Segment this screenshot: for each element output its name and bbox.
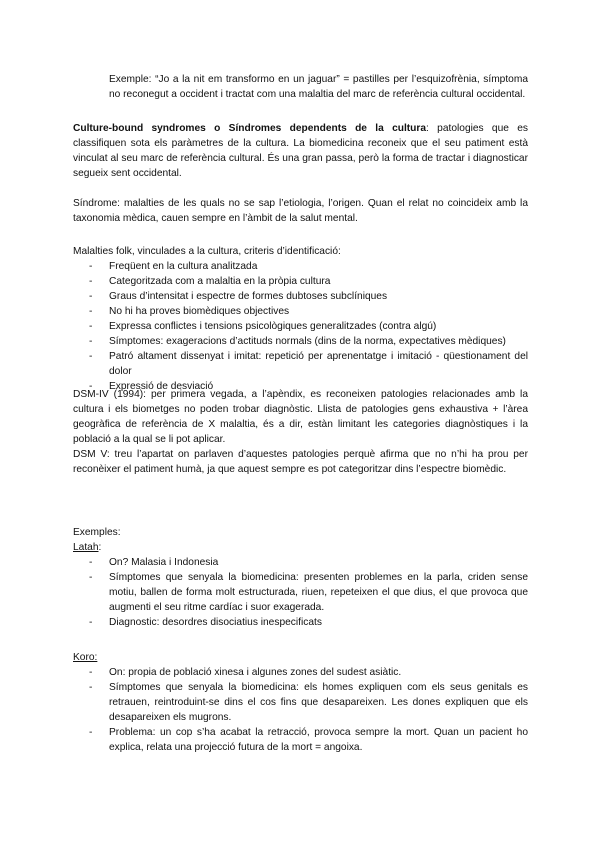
- list-item: - No hi ha proves biomèdiques objectives: [89, 306, 290, 317]
- dash-bullet: -: [89, 321, 93, 332]
- examples-section: Exemples: Latah: - On? Malasia i Indonesia - Símptomes que senyala la biomedicina: presenten problemes en la parla, criden sense motiu, ballen de forma molt estructurada, riuen, repeteixen el que dius, el que provoca que augmenti el seu ritme cardíac i suor exagerada. - Diagnostic: desordres disociatius inespecificats: [73, 527, 528, 628]
- dash-bullet: -: [89, 276, 93, 287]
- koro-list: [73, 665, 528, 755]
- list-item: - Expressa conflictes i tensions psicològiques generalitzades (contra algú): [89, 321, 437, 332]
- dsm-iv-text: DSM-IV (1994): per primera vegada, a l’apèndix, es reconeixen patologies relacionades amb la cultura i els biometges no poden trobar diagnòstic. Llista de patologies gens exhaustiva + l’àrea geogràfica de referència de X malaltia, és a dir, estàn limitant les categories diagnòstiques i la població a la qual se li pot aplicar.: [73, 389, 528, 445]
- koro-section: [73, 650, 528, 755]
- dash-bullet: -: [89, 727, 93, 738]
- culture-bound-heading: Culture-bound syndromes o Síndromes dependents de la cultura: [73, 123, 427, 134]
- latah-list: [73, 555, 528, 630]
- culture-bound-text: : patologies que es classifiquen sota els paràmetres de la cultura. La biomedicina reconeix que el seu patiment està vinculat al seu marc de referència cultural. És una gran passa, però la forma de tractar i diagnosticar segueix sent occidental.: [73, 123, 528, 179]
- list-item: - Expressió de desviació: [89, 381, 214, 392]
- culture-bound-paragraph: [73, 121, 528, 181]
- folk-section: [73, 244, 528, 394]
- example-text: Exemple: “Jo a la nit em transformo en un jaguar” = pastilles per l’esquizofrènia, símptoma no reconegut a occident i tractat com una malaltia del marc de referència cultural occidental.: [109, 74, 528, 100]
- dash-bullet: -: [89, 572, 93, 583]
- list-item: - On: propia de població xinesa i algunes zones del sudest asiàtic.: [89, 667, 402, 678]
- folk-intro: Malalties folk, vinculades a la cultura, criteris d’identificació:: [73, 246, 341, 257]
- example-paragraph: [109, 72, 528, 102]
- list-item: - Símptomes que senyala la biomedicina: presenten problemes en la parla, criden sense motiu, ballen de forma molt estructurada, riuen, repeteixen el que dius, el que provoca que augmenti el seu ritme cardíac i suor exagerada.: [89, 572, 528, 613]
- list-item: - Patró altament dissenyat i imitat: repetició per aprenentatge i imitació - qüestionament del dolor: [89, 351, 528, 377]
- dsm-v-text: DSM V: treu l’apartat on parlaven d’aquestes patologies perquè afirma que no n’hi ha prou per reconèixer el patiment humà, ja que aquest sempre es pot categoritzar dins l’espectre biomèdic.: [73, 449, 528, 475]
- koro-title: Koro:: [73, 652, 98, 663]
- dash-bullet: -: [89, 336, 93, 347]
- list-item: - Símptomes que senyala la biomedicina: els homes expliquen com els seus genitals es retrauen, reintroduint-se dins el cos fins que desapareixen. Les dones expliquen que els desapareixen els mugrons.: [89, 682, 528, 723]
- list-item: - Categoritzada com a malaltia en la pròpia cultura: [89, 276, 331, 287]
- latah-title: Latah: [73, 542, 99, 553]
- sindrome-text: Síndrome: malalties de les quals no se sap l’etiologia, l’origen. Quan el relat no coincideix amb la taxonomia mèdica, cauen sempre en l’àmbit de la salut mental.: [73, 198, 528, 224]
- dash-bullet: -: [89, 617, 93, 628]
- list-item: - On? Malasia i Indonesia: [89, 557, 219, 568]
- list-item: - Diagnostic: desordres disociatius inespecificats: [89, 617, 322, 628]
- dash-bullet: -: [89, 682, 93, 693]
- folk-criteria-list: [73, 259, 528, 394]
- dash-bullet: -: [89, 306, 93, 317]
- list-item: - Freqüent en la cultura analitzada: [89, 261, 258, 272]
- list-item: - Graus d’intensitat i espectre de formes dubtoses subclíniques: [89, 291, 388, 302]
- sindrome-paragraph: [73, 196, 528, 226]
- dash-bullet: -: [89, 381, 93, 392]
- dash-bullet: -: [89, 261, 93, 272]
- dash-bullet: -: [89, 291, 93, 302]
- list-item: - Problema: un cop s’ha acabat la retracció, provoca sempre la mort. Quan un pacient ho explica, relata una projecció futura de la mort = angoixa.: [89, 727, 528, 753]
- list-item: - Símptomes: exageracions d’actituds normals (dins de la norma, expectatives mèdiques): [89, 336, 506, 347]
- dash-bullet: -: [89, 351, 93, 362]
- dsm-section: [73, 387, 528, 477]
- examples-heading: Exemples:: [73, 527, 121, 538]
- dash-bullet: -: [89, 667, 93, 678]
- dash-bullet: -: [89, 557, 93, 568]
